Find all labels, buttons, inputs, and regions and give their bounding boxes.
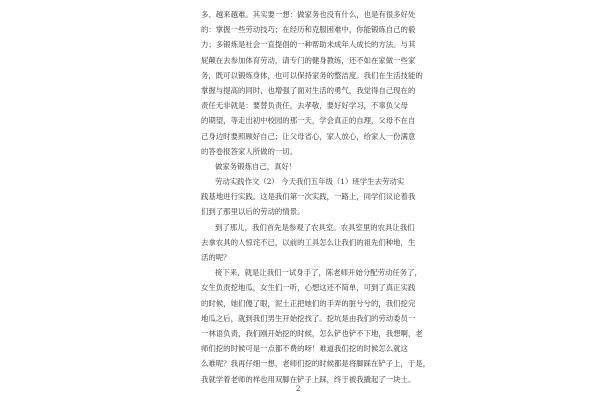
text-line: 劳动实践作文（2） 今天我们五年级（1）班学生去劳动实 bbox=[215, 177, 405, 187]
text-line: 我就学着老师的样也用双脚在铲子上踩，终于被我撬起了一块土。 bbox=[201, 374, 416, 384]
text-line: 一林语负责，我们刚开始挖的时候，怎么铲也铲不下地，我想啊，老 bbox=[201, 328, 423, 338]
text-line: 地瓜之后，就到我们男生开始挖找了。挖坑是由我们的劳动委员一 bbox=[201, 313, 416, 323]
text-line: 女生负责挖地瓜，女生们一听，心想这还不简单，可到了真正实践 bbox=[201, 283, 416, 293]
text-line: 的期望，等走出初中校园的那一天，学会真正的自理，父母不在自 bbox=[201, 116, 416, 126]
text-line: 么难呢？我再仔细一想，老师们挖的时候都是将脚踩在铲子上，于是， bbox=[201, 359, 431, 369]
text-line: 践基地进行实践。这是我们第一次实践，一路上，同学们议论着我 bbox=[201, 192, 416, 202]
text-line: 责任无非就是：要替负责任，去孝敬，要好好学习，不辜负父母 bbox=[201, 101, 408, 111]
text-line: 的答卷报答家人所做的一切。 bbox=[201, 146, 298, 156]
text-line: 师们挖的时候可是一点都不费的呀！难道我们挖的时候怎么就这 bbox=[201, 344, 408, 354]
text-line: 多、越来越难。其实要一想：做家务也没有什么，也是有很多好处 bbox=[201, 10, 416, 19]
text-line: 活的呢？ bbox=[201, 253, 231, 262]
essay-body bbox=[201, 7, 431, 387]
text-line: 掌握与提高的同时，也增强了面对生活的勇气，我觉得自己现在的 bbox=[201, 85, 416, 95]
text-line: 己身边时要照顾好自己；让父母省心，家人放心，给家人一份满意 bbox=[201, 131, 416, 141]
text-line: 做家务锻炼自己，真好！ bbox=[215, 161, 297, 171]
text-line: 接下来，就是让我们一试身手了，陈老师开始分配劳动任务了， bbox=[215, 268, 422, 278]
text-line: 屁颠在去参加体育劳动，请专门的健身教练，还不如在家做一些家 bbox=[201, 55, 416, 65]
text-line: 到了那儿，我们首先是参观了农具室。农具室里的农具让我们 bbox=[215, 222, 415, 232]
text-line: 的时候，她们傻了眼，泥土正把她们的手弄的脏兮兮的，我们挖完 bbox=[201, 298, 416, 308]
page-number: 2 bbox=[296, 385, 301, 393]
text-line: 们到了那里以后的劳动的情景。 bbox=[201, 207, 305, 217]
text-line: 去拿农具的人惊诧不已，以前的工具怎么让我们的祖先们种地，生 bbox=[201, 237, 416, 247]
text-line: 力；多锻炼是社会一直提倡的一种帮助未成年人成长的方法。与其 bbox=[201, 40, 416, 50]
text-line: 务，既可以锻炼身体，也可以保持家务的整洁度。我们在生活技能的 bbox=[201, 70, 423, 80]
text-line: 的：掌握一些劳动技巧；在经历和克服困难中，你能锻炼自己的毅 bbox=[201, 25, 416, 35]
